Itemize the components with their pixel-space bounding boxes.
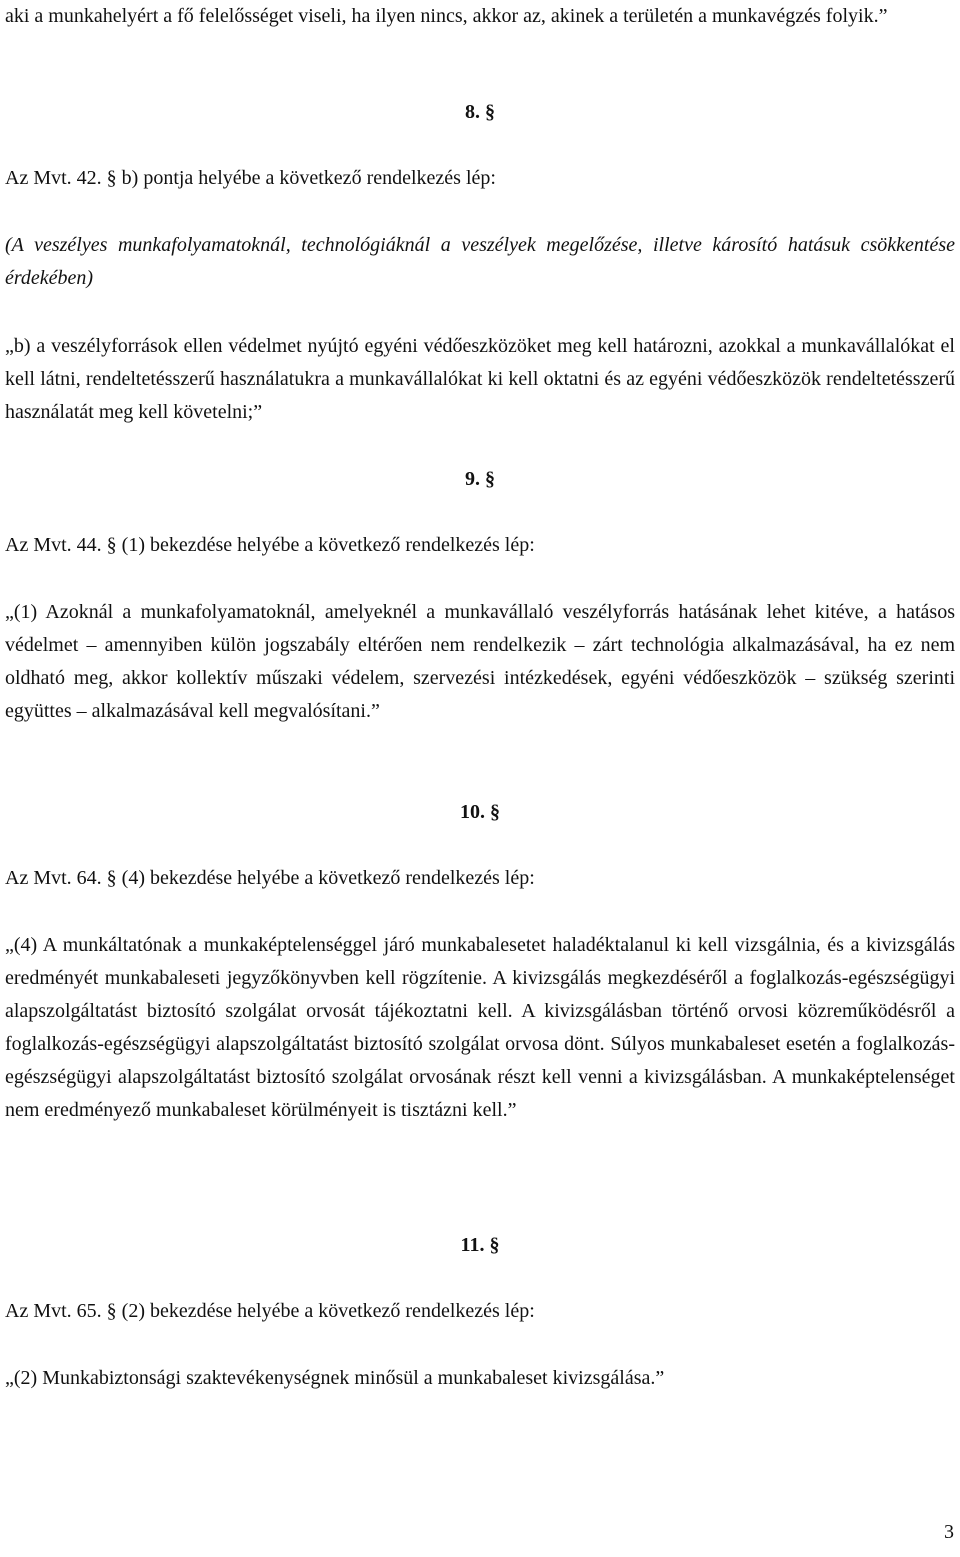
section-heading-11: 11. § xyxy=(460,1234,500,1256)
section-heading-8: 8. § xyxy=(465,101,495,123)
section-9-body: „(1) Azoknál a munkafolyamatoknál, amelyeknél a munkavállaló veszélyforrás hatásának lehet kitéve, a hatásos védelmet – amennyiben külön jogszabály eltérően nem rendelkezik – zárt technológia alkalmazásával, ha ez nem oldható meg, akkor kollektív műszaki védelem, szervezési intézkedések, egyéni védőeszközök – szükség szerinti együttes – alkalmazásával kell megvalósítani.” xyxy=(5,601,955,722)
section-11-intro: Az Mvt. 65. § (2) bekezdése helyébe a következő rendelkezés lép: xyxy=(5,1300,535,1322)
section-heading-10: 10. § xyxy=(460,801,500,823)
section-10-intro: Az Mvt. 64. § (4) bekezdése helyébe a következő rendelkezés lép: xyxy=(5,867,535,889)
continuation-paragraph: aki a munkahelyért a fő felelősséget viseli, ha ilyen nincs, akkor az, akinek a területén a munkavégzés folyik.” xyxy=(5,5,888,27)
section-9-intro: Az Mvt. 44. § (1) bekezdése helyébe a következő rendelkezés lép: xyxy=(5,534,535,556)
section-8-body: „b) a veszélyforrások ellen védelmet nyújtó egyéni védőeszközöket meg kell határozni, azokkal a munkavállalókat el kell látni, rendeltetésszerű használatukra a munkavállalókat ki kell oktatni és az egyéni védőeszközök rendeltetésszerű használatát meg kell követelni;” xyxy=(5,335,955,423)
section-8-context: (A veszélyes munkafolyamatoknál, technológiáknál a veszélyek megelőzése, illetve károsító hatásuk csökkentése érdekében) xyxy=(5,234,955,289)
section-heading-9: 9. § xyxy=(465,468,495,490)
section-11-body: „(2) Munkabiztonsági szaktevékenységnek minősül a munkabaleset kivizsgálása.” xyxy=(5,1367,665,1389)
section-10-body: „(4) A munkáltatónak a munkaképtelenséggel járó munkabalesetet haladéktalanul ki kell vizsgálnia, és a kivizsgálás eredményét munkabaleseti jegyzőkönyvben kell rögzítenie. A kivizsgálás megkezdéséről a foglalkozás-egészségügyi alapszolgáltatást biztosító szolgálat orvosát tájékoztatni kell. A kivizsgálásban történő orvosi közreműködésről a foglalkozás-egészségügyi alapszolgáltatást biztosító szolgálat orvosa dönt. Súlyos munkabaleset esetén a foglalkozás-egészségügyi alapszolgáltatást biztosító szolgálat orvosának részt kell venni a kivizsgálásban. A munkaképtelenséget nem eredményező munkabaleset körülményeit is tisztázni kell.” xyxy=(5,934,955,1121)
page-number: 3 xyxy=(944,1521,954,1543)
section-8-intro: Az Mvt. 42. § b) pontja helyébe a következő rendelkezés lép: xyxy=(5,167,496,189)
